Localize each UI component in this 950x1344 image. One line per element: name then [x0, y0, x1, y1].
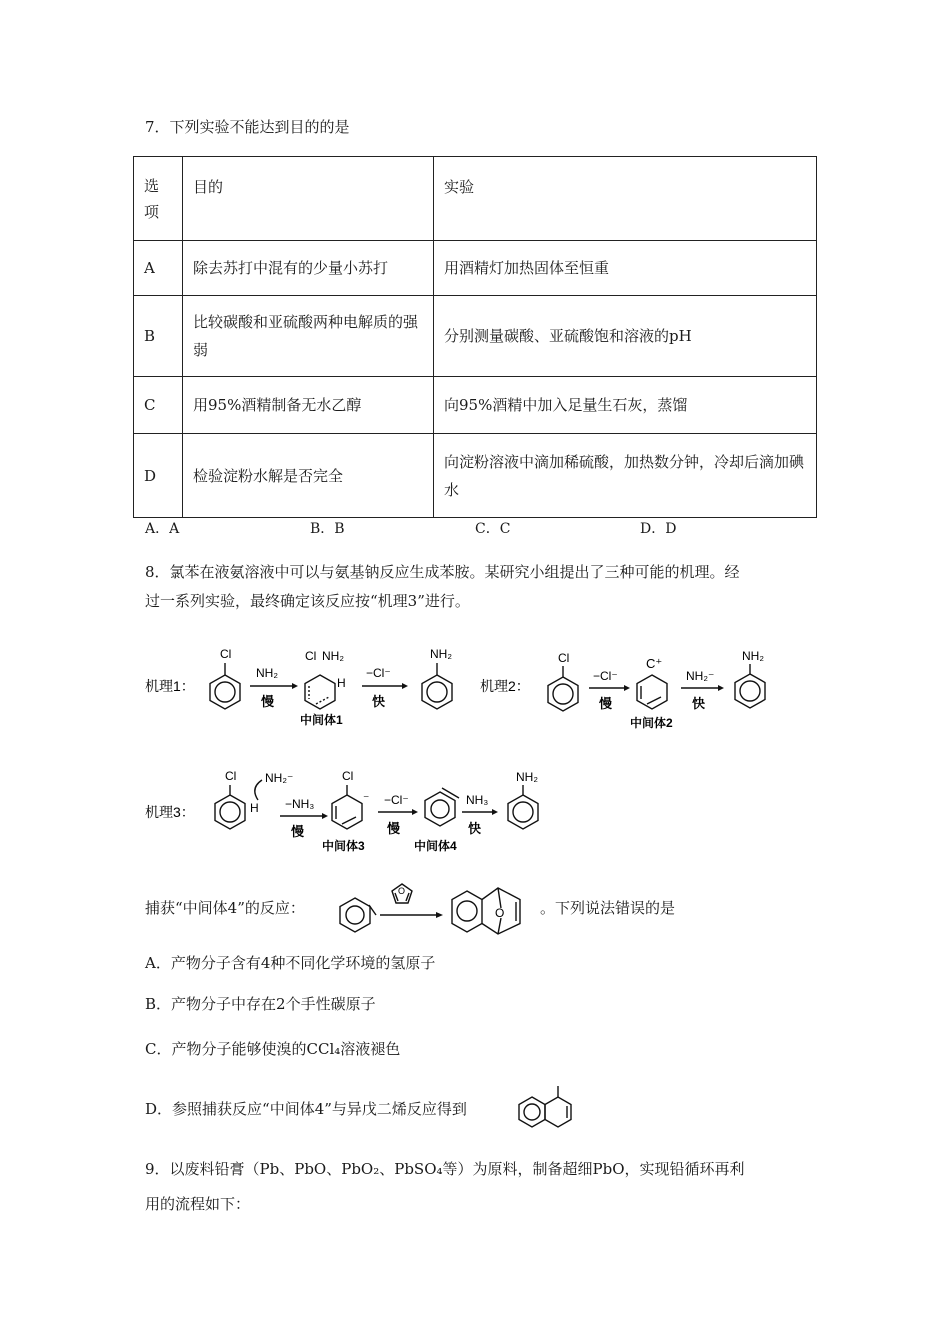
- row-goal: 除去苏打中混有的少量小苏打: [183, 241, 434, 296]
- capture-suffix: 。下列说法错误的是: [540, 899, 676, 917]
- chlorobenzene-1: [210, 647, 240, 709]
- svg-text:NH₂: NH₂: [742, 649, 764, 663]
- mech2-cl-loss: −Cl⁻: [593, 669, 618, 683]
- intermediate-4-benzyne: [414, 788, 459, 853]
- svg-text:H: H: [250, 801, 259, 815]
- svg-text:Cl: Cl: [220, 647, 232, 661]
- choice-d[interactable]: D．D: [640, 521, 677, 537]
- int2-label: 中间体2: [630, 716, 673, 730]
- intermediate-3: [322, 769, 369, 853]
- q8-stem-line1: 8．氯苯在液氨溶液中可以与氨基钠反应生成苯胺。某研究小组提出了三种可能的机理。经: [145, 563, 740, 581]
- svg-text:⁻: ⁻: [363, 791, 370, 805]
- mech3-slow1: 慢: [291, 824, 305, 839]
- mech1-fast: 快: [372, 694, 386, 709]
- option-c-pre: C．产物分子能够使溴的: [145, 1040, 307, 1058]
- q8-option-d[interactable]: D．参照捕获反应“中间体4”与异戊二烯反应得到: [145, 1100, 467, 1118]
- table-row: [134, 241, 817, 296]
- mech1-slow: 慢: [261, 694, 275, 709]
- svg-text:C⁺: C⁺: [646, 656, 663, 671]
- svg-text:Cl: Cl: [342, 769, 354, 783]
- header-experiment: 实验: [434, 157, 817, 241]
- int3-label: 中间体3: [322, 839, 365, 853]
- aniline-2: [735, 649, 765, 708]
- row-option: B: [134, 296, 183, 377]
- row-experiment: 分别测量碳酸、亚硫酸饱和溶液的pH: [434, 296, 817, 377]
- mech3-slow2: 慢: [387, 821, 401, 836]
- mech3-base: NH₂⁻: [265, 771, 294, 785]
- table-row: [134, 434, 817, 518]
- mech3-label: 机理3：: [145, 804, 195, 820]
- intermediate-2: [630, 656, 673, 730]
- aniline-1: [422, 647, 452, 709]
- svg-text:O: O: [495, 906, 505, 920]
- svg-text:NH₂: NH₂: [430, 647, 452, 661]
- chlorobenzene-2: [548, 651, 578, 711]
- svg-text:NH₂: NH₂: [322, 649, 344, 663]
- q9-line2: 用的流程如下：: [145, 1195, 251, 1213]
- header-goal: 目的: [183, 157, 434, 241]
- row-goal: 检验淀粉水解是否完全: [183, 434, 434, 518]
- mech3-reagent: NH₃: [466, 793, 489, 807]
- table-row: [134, 296, 817, 377]
- row-goal: 比较碳酸和亚硫酸两种电解质的强弱: [183, 296, 434, 377]
- header-option: 选项: [134, 157, 183, 241]
- mech3-cl-loss: −Cl⁻: [384, 793, 409, 807]
- benzyne: [340, 898, 376, 932]
- row-option: C: [134, 377, 183, 434]
- mech3-nh3-loss: −NH₃: [285, 797, 315, 811]
- chlorobenzene-3: [215, 769, 293, 829]
- svg-text:H: H: [337, 676, 346, 690]
- svg-text:O: O: [398, 886, 406, 896]
- int4-label: 中间体4: [414, 839, 457, 853]
- adduct-product: [452, 888, 520, 934]
- option-c-post: 溶液褪色: [340, 1040, 401, 1058]
- capture-prefix: 捕获“中间体4”的反应：: [145, 899, 305, 917]
- mech2-reagent: NH₂⁻: [686, 669, 715, 683]
- q8-option-c[interactable]: [145, 1038, 400, 1059]
- row-experiment: 向95%酒精中加入足量生石灰，蒸馏: [434, 377, 817, 434]
- svg-text:Cl: Cl: [225, 769, 237, 783]
- mech2-fast: 快: [692, 696, 706, 711]
- int1-label: 中间体1: [300, 713, 343, 727]
- capture-reaction: [336, 878, 546, 938]
- q8-stem-line2: 过一系列实验，最终确定该反应按“机理3”进行。: [145, 592, 470, 610]
- furan: [392, 884, 412, 903]
- svg-text:Cl: Cl: [305, 649, 317, 663]
- svg-text:NH₂: NH₂: [516, 770, 538, 784]
- mech1-label: 机理1：: [145, 678, 195, 694]
- mech3-fast: 快: [468, 821, 482, 836]
- row-option: A: [134, 241, 183, 296]
- mech2-label: 机理2：: [480, 678, 530, 694]
- mech1-reagent: NH₂: [256, 666, 278, 680]
- intermediate-1: [300, 649, 346, 727]
- row-goal: 用95%酒精制备无水乙醇: [183, 377, 434, 434]
- choice-b[interactable]: B．B: [310, 521, 345, 537]
- choice-a[interactable]: A．A: [145, 521, 180, 537]
- svg-text:Cl: Cl: [558, 651, 570, 665]
- choice-c[interactable]: C．C: [475, 521, 511, 537]
- option-d-product-structure: [515, 1084, 575, 1136]
- q8-option-b[interactable]: B．产物分子中存在2个手性碳原子: [145, 995, 376, 1013]
- q7-table: [133, 156, 817, 518]
- aniline-3: [508, 770, 538, 829]
- row-option: D: [134, 434, 183, 518]
- q7-stem: 7．下列实验不能达到目的的是: [145, 118, 350, 136]
- option-c-formula: CCl₄: [306, 1040, 341, 1058]
- table-row: [134, 377, 817, 434]
- q9-line1: 9．以废料铅膏（Pb、PbO、PbO₂、PbSO₄等）为原料，制备超细PbO，实现铅循环再利: [145, 1160, 745, 1178]
- table-header-row: [134, 157, 817, 241]
- mech2-slow: 慢: [599, 696, 613, 711]
- q8-option-a[interactable]: A．产物分子含有4种不同化学环境的氢原子: [145, 954, 436, 972]
- mech1-cl-loss: −Cl⁻: [366, 666, 391, 680]
- row-experiment: 向淀粉溶液中滴加稀硫酸，加热数分钟，冷却后滴加碘水: [434, 434, 817, 518]
- row-experiment: 用酒精灯加热固体至恒重: [434, 241, 817, 296]
- mechanism-diagram: [140, 630, 800, 860]
